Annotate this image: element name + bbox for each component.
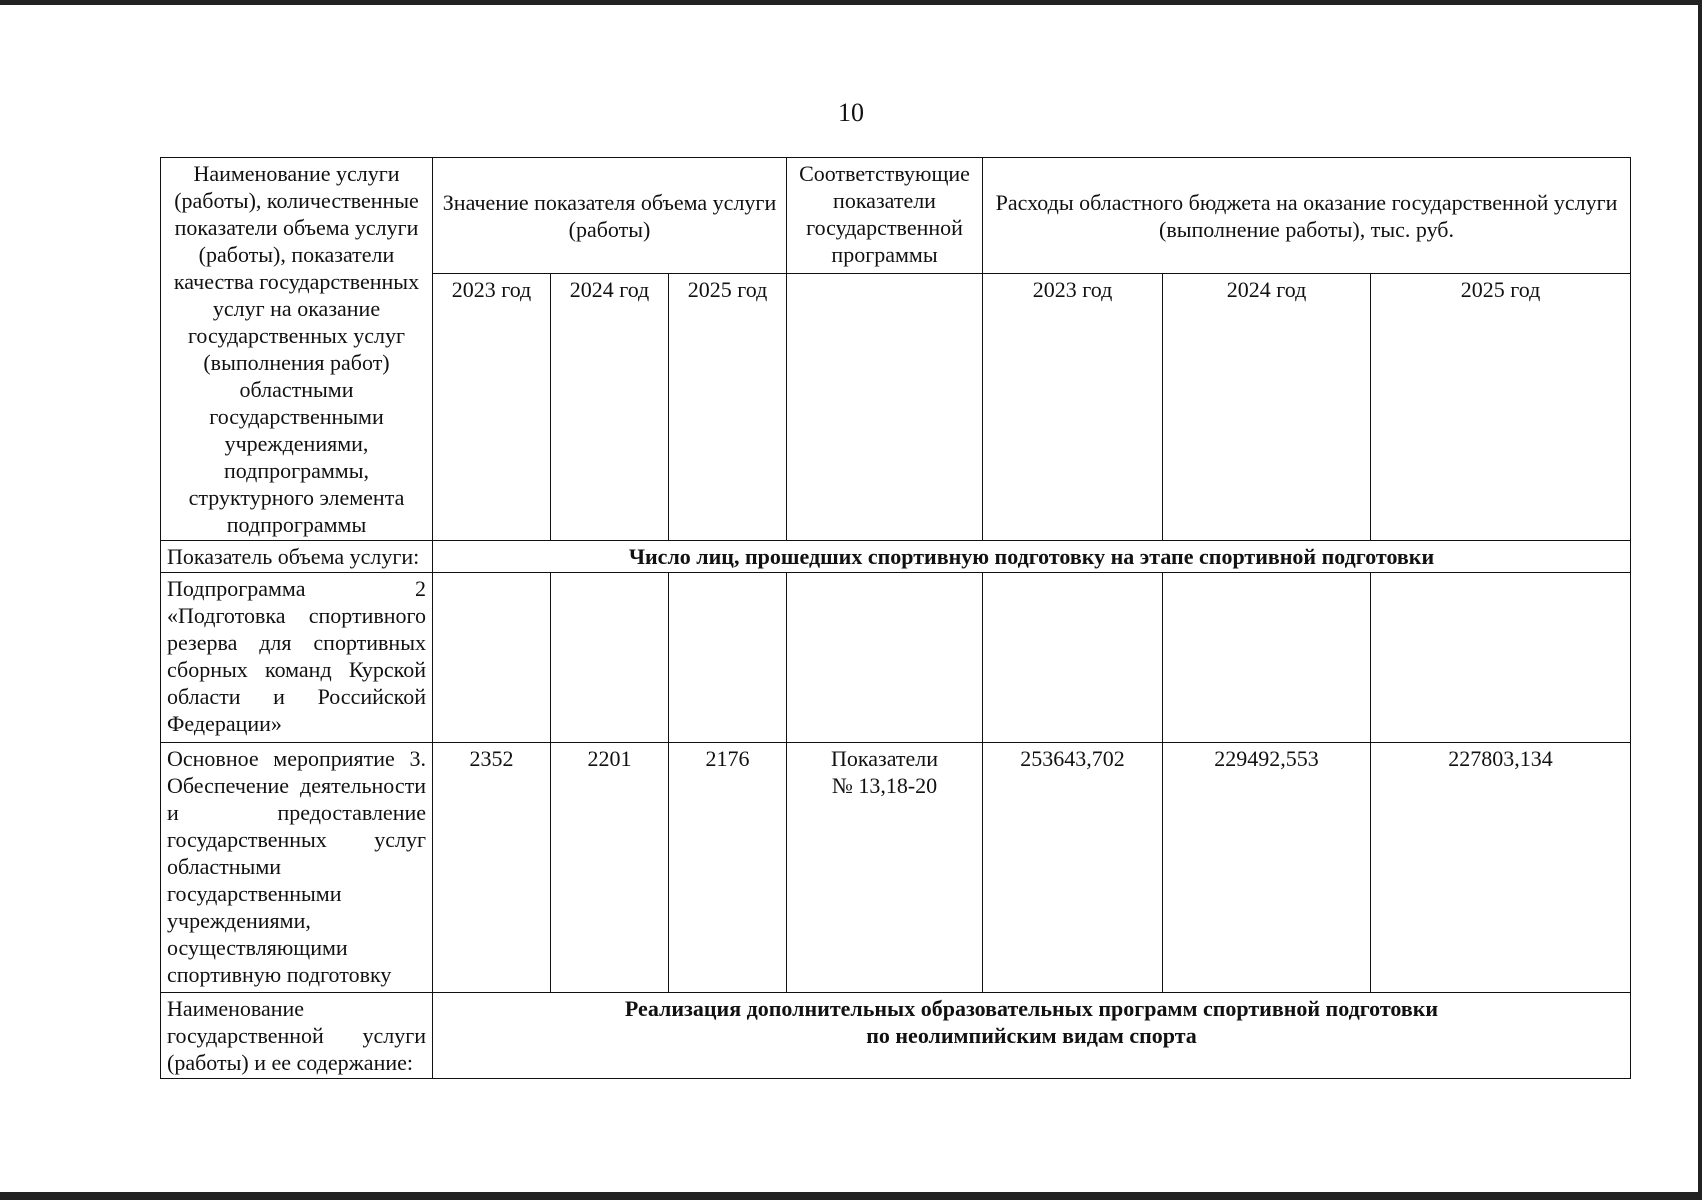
volume-group-header: Значение показателя объема услуги (работы) [433,158,787,274]
name-column-header: Наименование услуги (работы), количественные показатели объема услуги (работы), показатели качества государственных услуг на оказание государственных услуг (выполнения работ) областными государственными учреждениями, подпрограммы, структурного элемента подпрограммы [161,158,433,541]
subprogram-row [161,573,1631,743]
subprogram-cell [551,573,669,743]
expense-year-2024: 2024 год [1163,274,1371,541]
service-label: Наименование государственной услуги (работы) и ее содержание: [161,993,433,1079]
subprogram-name [161,573,433,743]
expense-value-2023: 253643,702 [983,743,1163,993]
volume-year-2024: 2024 год [551,274,669,541]
scan-border-right [1698,0,1702,1200]
program-indicators-line1: Показатели [831,746,939,771]
main-activity-row [161,743,1631,993]
volume-year-2023: 2023 год [433,274,551,541]
page-number: 10 [838,98,864,127]
indicator-label: Показатель объема услуги: [161,541,433,573]
program-indicators-value [787,743,983,993]
budget-table [160,157,1631,1079]
indicator-row [161,541,1631,573]
subprogram-name-line1: Подпрограмма 2 [167,576,426,601]
service-value-line1: Реализация дополнительных образовательных программ спортивной подготовки [624,996,1439,1021]
scan-border-bottom [0,1192,1702,1200]
subprogram-name-rest: «Подготовка спортивного резерва для спортивных сборных команд Курской области и Российской Федерации» [167,603,426,736]
subprogram-cell [669,573,787,743]
volume-value-2024: 2201 [551,743,669,993]
subprogram-cell [787,573,983,743]
program-indicators-empty [787,274,983,541]
subprogram-cell [433,573,551,743]
service-value-line2: по неолимпийским видам спорта [866,1023,1197,1048]
indicator-value: Число лиц, прошедших спортивную подготовку на этапе спортивной подготовки [433,541,1631,573]
header-row-1 [161,158,1631,274]
volume-value-2025: 2176 [669,743,787,993]
service-row [161,993,1631,1079]
subprogram-cell [1163,573,1371,743]
program-indicators-header: Соответствующие показатели государственной программы [787,158,983,274]
expense-year-2023: 2023 год [983,274,1163,541]
volume-value-2023: 2352 [433,743,551,993]
volume-year-2025: 2025 год [669,274,787,541]
service-value [433,993,1631,1079]
program-indicators-line2: № 13,18-20 [831,773,938,798]
scan-border-top [0,0,1702,5]
subprogram-cell [1371,573,1631,743]
expense-group-header: Расходы областного бюджета на оказание государственной услуги (выполнение работы), тыс. руб. [983,158,1631,274]
expense-value-2025: 227803,134 [1371,743,1631,993]
subprogram-cell [983,573,1163,743]
expense-year-2025: 2025 год [1371,274,1631,541]
expense-value-2024: 229492,553 [1163,743,1371,993]
main-activity-name: Основное мероприятие 3. Обеспечение деятельности и предоставление государственных услуг областными государственными учреждениями, осуществляющими спортивную подготовку [161,743,433,993]
